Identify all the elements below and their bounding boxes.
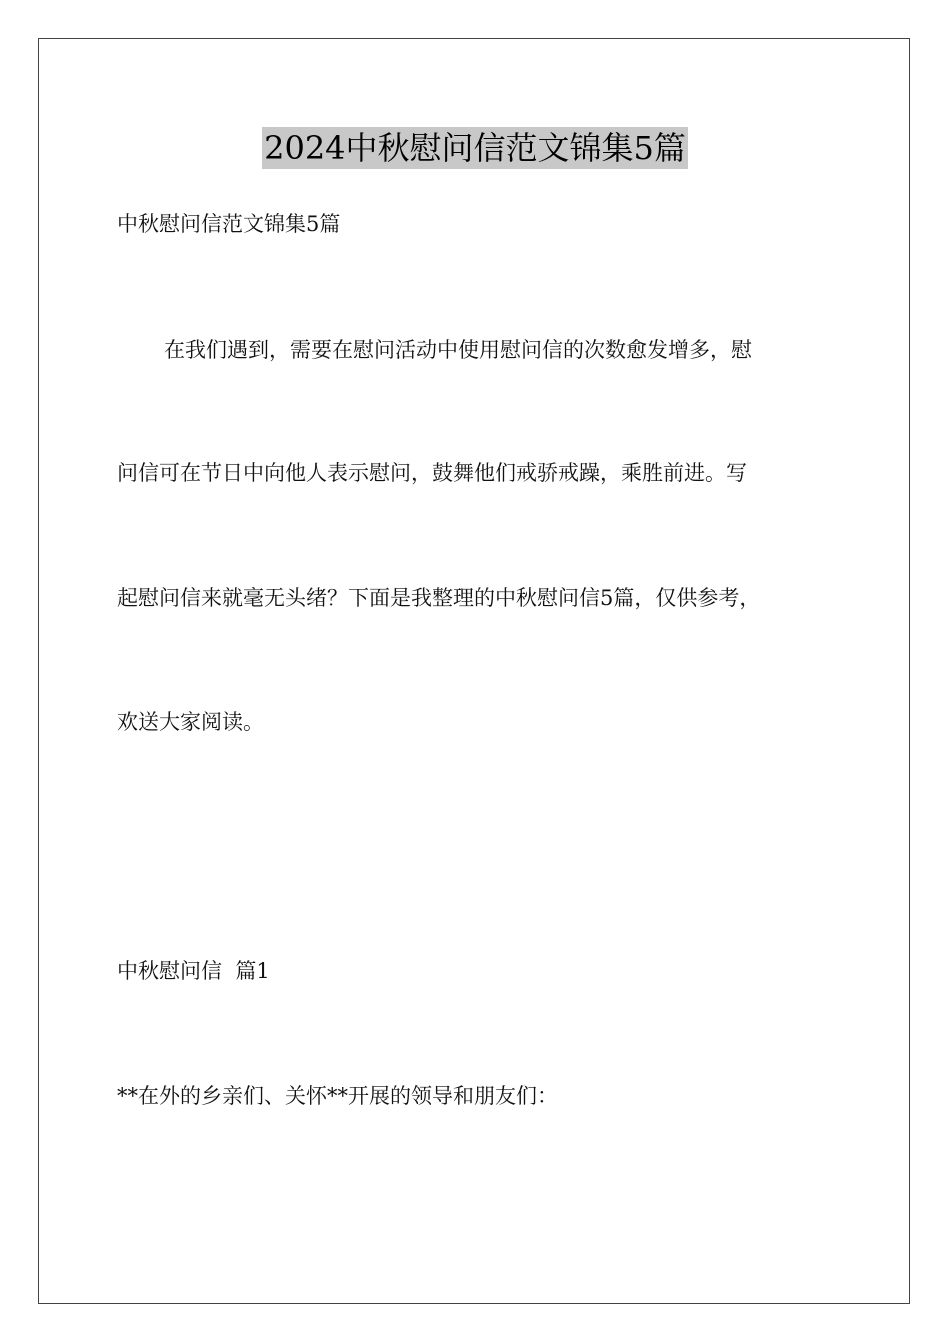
document-title: 2024中秋慰问信范文锦集5篇	[264, 129, 686, 167]
salutation: **在外的乡亲们、关怀**开展的领导和朋友们：	[117, 1084, 558, 1108]
title-container	[0, 127, 950, 169]
intro-line-4: 欢送大家阅读。	[117, 710, 264, 734]
document-subtitle: 中秋慰问信范文锦集5篇	[117, 212, 341, 236]
section-heading: 中秋慰问信 篇1	[117, 959, 270, 983]
intro-line-3: 起慰问信来就毫无头绪？下面是我整理的中秋慰问信5篇，仅供参考，	[117, 586, 761, 610]
intro-line-2: 问信可在节日中向他人表示慰问，鼓舞他们戒骄戒躁，乘胜前进。写	[117, 461, 747, 485]
intro-line-1: 在我们遇到，需要在慰问活动中使用慰问信的次数愈发增多，慰	[164, 338, 752, 362]
